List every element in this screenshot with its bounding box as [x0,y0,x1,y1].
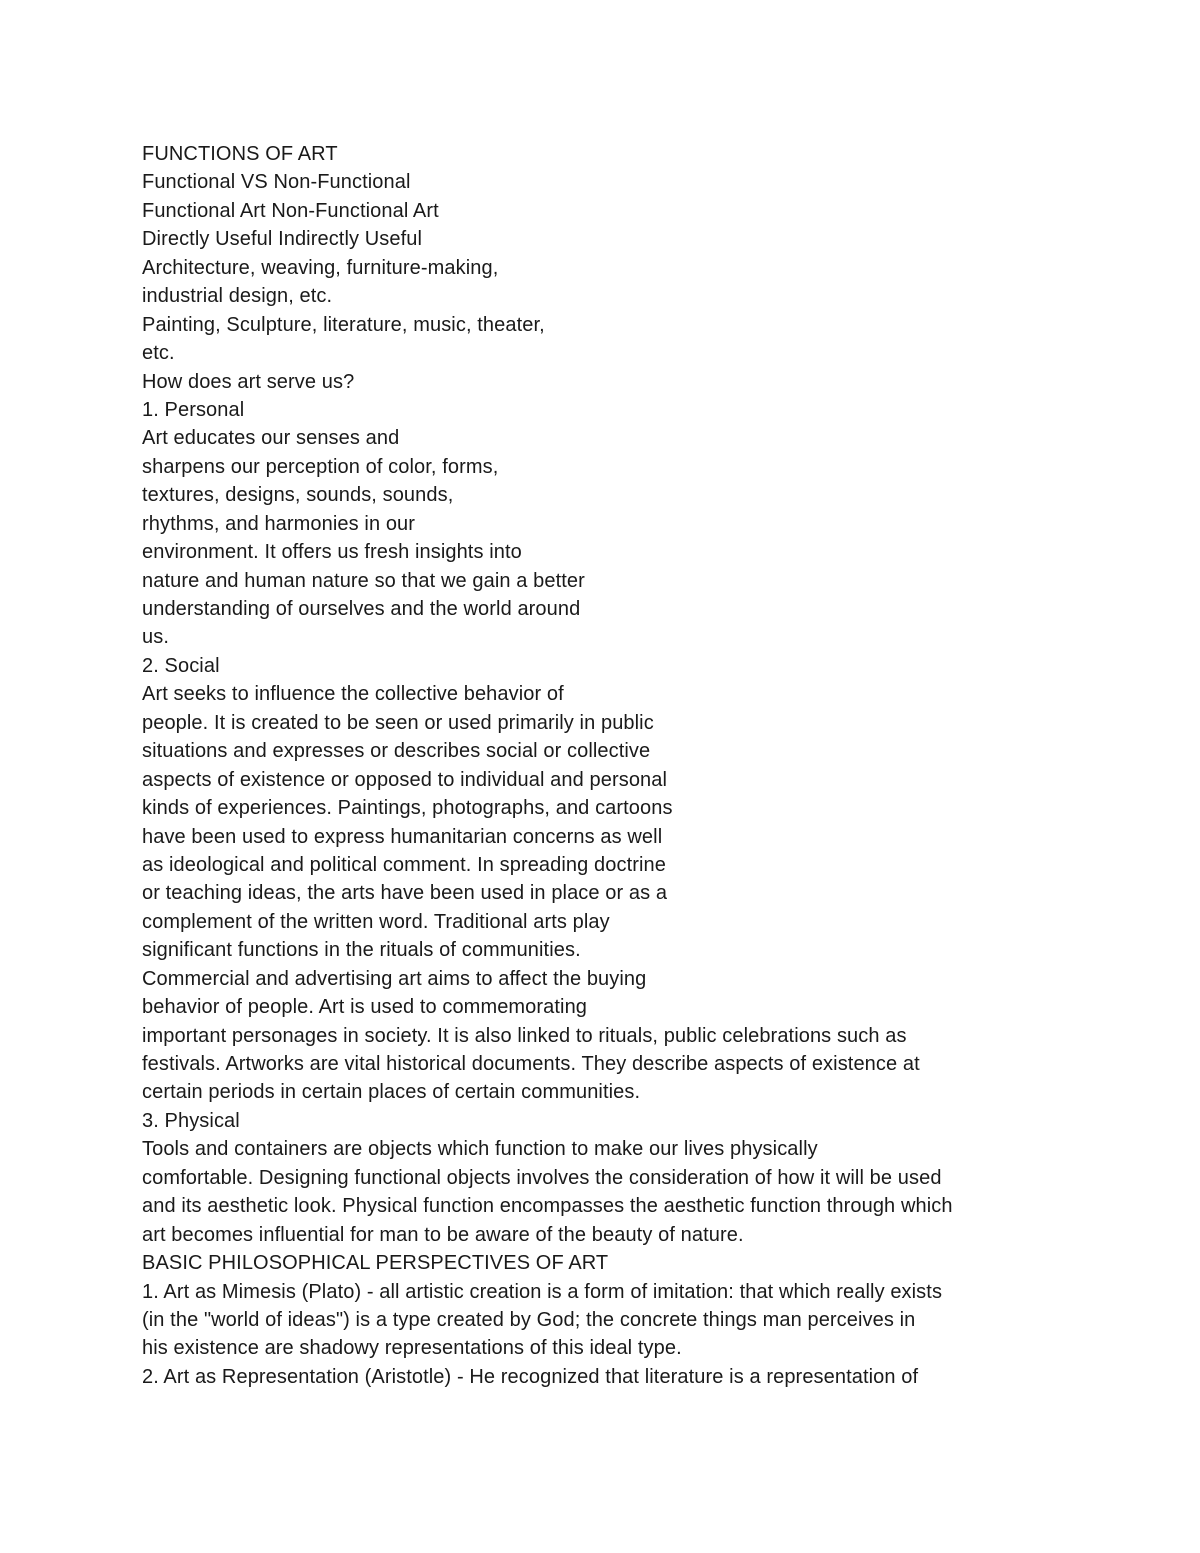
text-line: significant functions in the rituals of communities. [142,939,581,962]
text-line: Painting, Sculpture, literature, music, theater, [142,313,545,336]
text-line: industrial design, etc. [142,285,333,308]
text-line: Functional Art Non-Functional Art [142,199,439,222]
text-line: people. It is created to be seen or used primarily in public [142,711,654,734]
text-line: behavior of people. Art is used to commemorating [142,996,588,1019]
text-line: as ideological and political comment. In spreading doctrine [142,853,666,876]
document-body [142,140,1142,1391]
text-line: Art seeks to influence the collective behavior of [142,683,564,706]
document-title: FUNCTIONS OF ART [142,143,338,165]
text-line: his existence are shadowy representations of this ideal type. [142,1337,682,1360]
text-line: Architecture, weaving, furniture-making, [142,256,499,279]
text-line: and its aesthetic look. Physical function encompasses the aesthetic function through which [142,1195,953,1218]
text-line: rhythms, and harmonies in our [142,512,416,535]
text-line: Directly Useful Indirectly Useful [142,228,423,251]
text-line: 2. Art as Representation (Aristotle) - He recognized that literature is a representation of [142,1365,919,1388]
text-line: comfortable. Designing functional objects involves the consideration of how it will be used [142,1166,942,1189]
text-line: textures, designs, sounds, sounds, [142,484,454,507]
text-line: have been used to express humanitarian concerns as well [142,825,663,848]
section-heading: 3. Physical [142,1109,240,1132]
text-line: us. [142,626,169,649]
text-line: aspects of existence or opposed to individual and personal [142,768,668,791]
text-line: etc. [142,342,175,365]
text-line: art becomes influential for man to be aware of the beauty of nature. [142,1223,744,1246]
text-line: certain periods in certain places of certain communities. [142,1081,641,1104]
text-line: (in the "world of ideas") is a type created by God; the concrete things man perceives in [142,1308,916,1331]
section-title: BASIC PHILOSOPHICAL PERSPECTIVES OF ART [142,1252,609,1275]
text-line: complement of the written word. Traditional arts play [142,910,610,933]
text-line: or teaching ideas, the arts have been used in place or as a [142,882,668,905]
text-line: Tools and containers are objects which function to make our lives physically [142,1138,818,1161]
section-heading: 1. Personal [142,398,245,421]
text-line: situations and expresses or describes social or collective [142,740,651,763]
section-heading: 2. Social [142,654,220,677]
text-line: Commercial and advertising art aims to affect the buying [142,967,647,990]
text-line: sharpens our perception of color, forms, [142,455,499,478]
text-line: kinds of experiences. Paintings, photographs, and cartoons [142,797,673,820]
text-line: How does art serve us? [142,370,355,393]
text-line: Art educates our senses and [142,427,400,450]
text-line: 1. Art as Mimesis (Plato) - all artistic creation is a form of imitation: that which really exists [142,1280,943,1303]
text-line: nature and human nature so that we gain a better [142,569,585,592]
text-line: festivals. Artworks are vital historical documents. They describe aspects of existence at [142,1053,920,1075]
text-line: important personages in society. It is also linked to rituals, public celebrations such as [142,1024,907,1047]
text-line: environment. It offers us fresh insights into [142,541,522,564]
text-line: understanding of ourselves and the world around [142,598,581,620]
text-line: Functional VS Non-Functional [142,171,411,194]
